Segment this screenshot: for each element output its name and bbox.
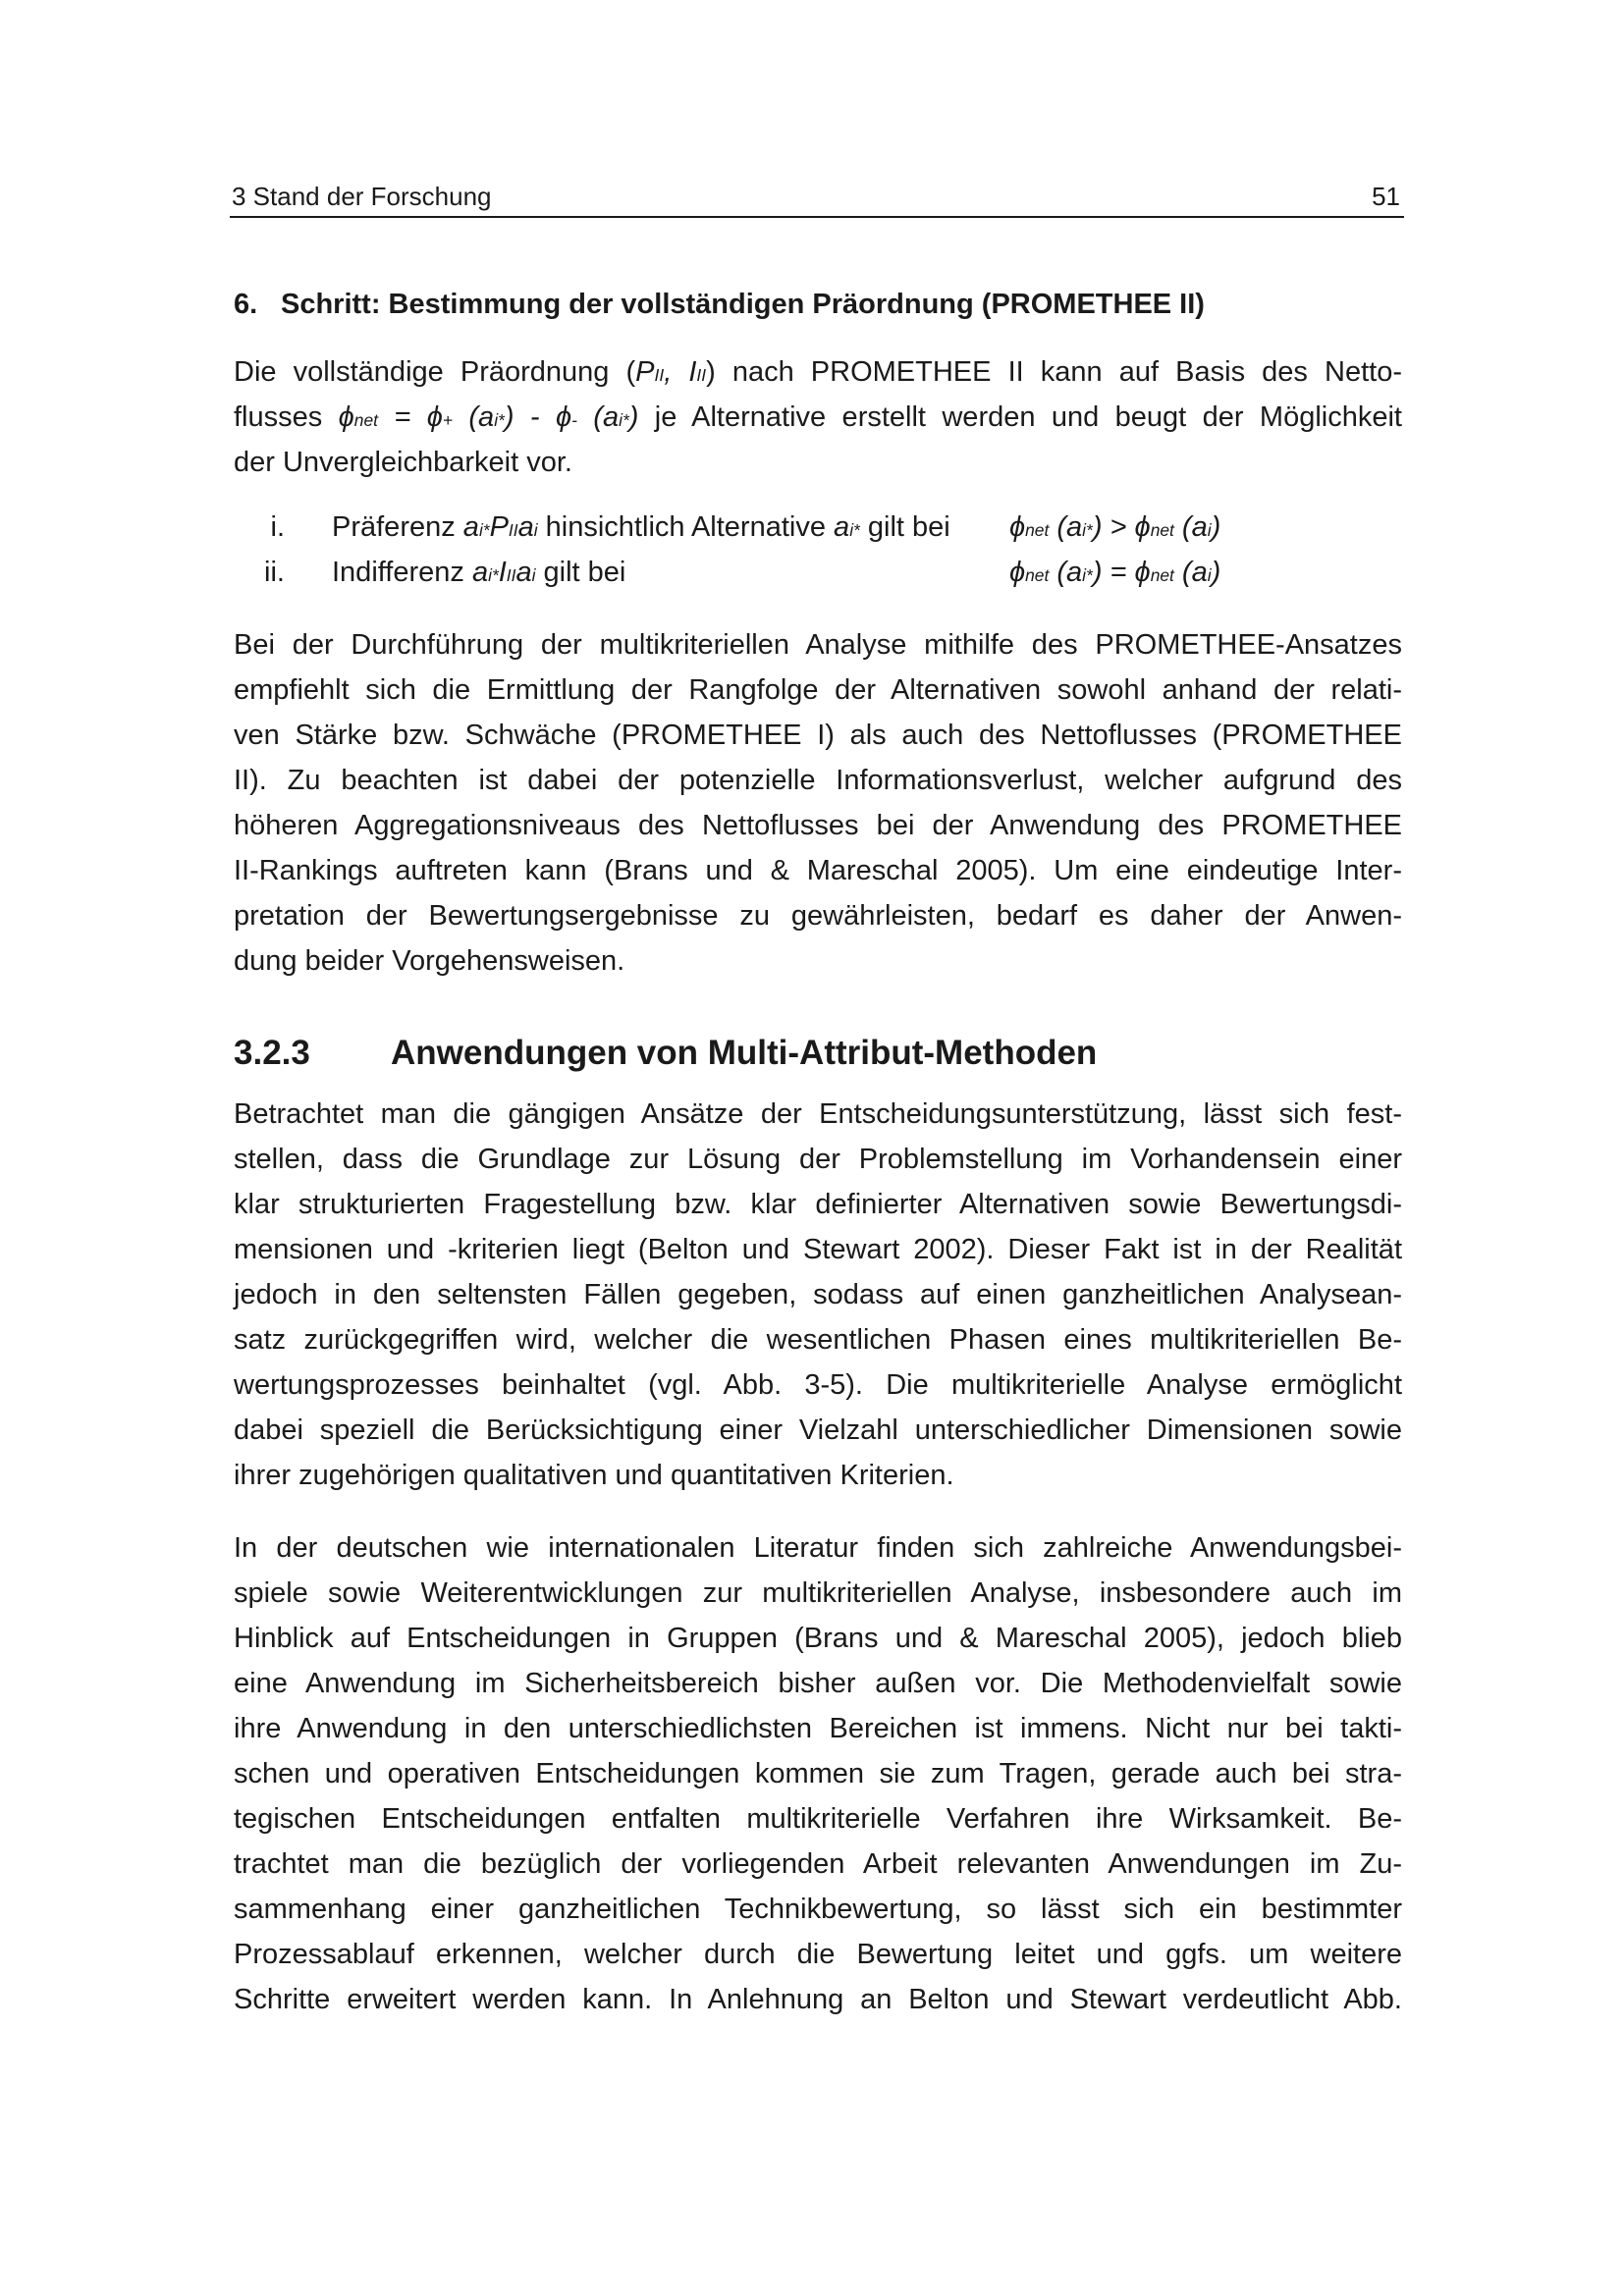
section-number: 3.2.3 [234, 1034, 310, 1072]
formula-symbol: (a [576, 401, 620, 433]
subscript: i* [478, 520, 490, 540]
text-line: sammenhang einer ganzheitlichen Technikbewertung, so lässt sich ein bestimmter [234, 1894, 1402, 1925]
text-run: gilt bei [859, 511, 950, 543]
chapter-title: 3 Stand der Forschung [232, 182, 492, 211]
step-title: Schritt: Bestimmung der vollständigen Präordnung (PROMETHEE II) [281, 289, 1205, 320]
formula-symbol: - [514, 401, 556, 433]
running-header [230, 177, 1404, 218]
formula-symbol: ϕ [1134, 557, 1151, 588]
intro-line [234, 349, 1402, 395]
subscript: i* [619, 410, 629, 430]
subscript: i* [1082, 565, 1093, 585]
superscript: net [353, 410, 378, 430]
formula-symbol: (a [453, 401, 495, 433]
relation-symbol: I [688, 356, 697, 388]
superscript: net [1025, 565, 1050, 585]
spacer [234, 595, 1402, 622]
intro-paragraph [234, 349, 1402, 485]
superscript: II [696, 365, 707, 385]
text-line: mensionen und -kriterien liegt (Belton und Stewart 2002). Dieser Fakt ist in der Realität [234, 1234, 1402, 1265]
superscript: net [1025, 520, 1050, 540]
text-line: stellen, dass die Grundlage zur Lösung der Problemstellung im Vorhandensein einer [234, 1144, 1402, 1175]
text-run: Indifferenz [332, 557, 472, 588]
body-content [234, 283, 1402, 2022]
formula-symbol: ϕ [1009, 511, 1026, 543]
list-numeral: ii. [264, 557, 285, 588]
text-run: flusses [234, 401, 339, 433]
step-heading [234, 283, 1402, 326]
text-line: pretation der Bewertungsergebnisse zu gewährleisten, bedarf es daher der Anwen- [234, 900, 1402, 932]
text-run: je Alternative erstellt werden und beugt der Möglichkeit [638, 401, 1402, 433]
formula-symbol: ϕ [555, 401, 572, 433]
formula-symbol: ) [628, 401, 639, 433]
condition-text [332, 505, 950, 550]
formula-symbol: ϕ [338, 401, 354, 433]
subscript: i [533, 520, 538, 540]
text-line: Schritte erweitert werden kann. In Anlehnung an Belton und Stewart verdeutlicht Abb. [234, 1984, 1402, 2015]
text-line: II-Rankings auftreten kann (Brans und & Mareschal 2005). Um eine eindeutige Inter- [234, 855, 1402, 886]
paragraph-literature [234, 1525, 1402, 2022]
formula-symbol: (a [1049, 511, 1083, 543]
text-run: , [664, 356, 689, 388]
text-run: Präferenz [332, 511, 463, 543]
relation-symbol: I [498, 557, 507, 588]
subscript: i [1207, 520, 1212, 540]
list-numeral: i. [270, 511, 285, 543]
condition-formula [1009, 505, 1220, 550]
formula-symbol: ϕ [1134, 511, 1151, 543]
superscript: - [571, 410, 577, 430]
condition-formula [1009, 550, 1220, 595]
text-line: ihrer zugehörigen qualitativen und quantitativen Kriterien. [234, 1460, 954, 1491]
subscript: i [531, 565, 536, 585]
formula-symbol: ) [1211, 557, 1221, 588]
condition-item [234, 550, 1402, 595]
text-line: eine Anwendung im Sicherheitsbereich bisher außen vor. Die Methodenvielfalt sowie [234, 1668, 1402, 1699]
subscript: i [1207, 565, 1212, 585]
formula-operator: = [1102, 557, 1135, 588]
text-line: ihre Anwendung in den unterschiedlichsten Bereichen ist immens. Nicht nur bei takti- [234, 1713, 1402, 1744]
text-line: ven Stärke bzw. Schwäche (PROMETHEE I) als auch des Nettoflusses (PROMETHEE [234, 720, 1402, 751]
text-line: klar strukturierten Fragestellung bzw. klar definierter Alternativen sowie Bewertungsdi- [234, 1189, 1402, 1220]
text-run: gilt bei [535, 557, 626, 588]
superscript: II [506, 565, 516, 585]
formula-symbol: (a [1173, 511, 1208, 543]
page-number: 51 [1372, 182, 1400, 211]
superscript: net [1150, 565, 1174, 585]
superscript: + [442, 410, 453, 430]
text-line: wertungsprozesses beinhaltet (vgl. Abb. 3-5). Die multikriterielle Analyse ermöglicht [234, 1369, 1402, 1401]
text-line: höheren Aggregationsniveaus des Nettoflusses bei der Anwendung des PROMETHEE [234, 810, 1402, 841]
text-run: hinsichtlich Alternative [537, 511, 835, 543]
subscript: i* [1082, 520, 1093, 540]
condition-text [332, 550, 625, 595]
text-run: ) nach PROMETHEE II kann auf Basis des Netto- [706, 356, 1402, 388]
formula-symbol: ) [504, 401, 514, 433]
subscript: i* [494, 410, 505, 430]
formula-symbol: ) [1092, 557, 1103, 588]
text-run: Die vollständige Präordnung ( [234, 356, 636, 388]
superscript: net [1150, 520, 1174, 540]
formula-operator: > [1102, 511, 1135, 543]
text-line: dabei speziell die Berücksichtigung einer Vielzahl unterschiedlicher Dimensionen sowie [234, 1415, 1402, 1446]
paragraph-promethee-ranking [234, 622, 1402, 984]
text-line: Betrachtet man die gängigen Ansätze der Entscheidungsunterstützung, lässt sich fest- [234, 1098, 1402, 1130]
formula-symbol: a [517, 511, 534, 543]
text-line: Hinblick auf Entscheidungen in Gruppen (Brans und & Mareschal 2005), jedoch blieb [234, 1623, 1402, 1654]
formula-symbol: = ϕ [377, 401, 443, 433]
intro-line [234, 395, 1402, 440]
relation-symbol: P [489, 511, 509, 543]
text-line: tegischen Entscheidungen entfalten multikriterielle Verfahren ihre Wirksamkeit. Be- [234, 1803, 1402, 1835]
text-line: In der deutschen wie internationalen Literatur finden sich zahlreiche Anwendungsbei- [234, 1532, 1402, 1564]
formula-symbol: ) [1211, 511, 1221, 543]
formula-symbol: a [515, 557, 532, 588]
formula-symbol: (a [1049, 557, 1083, 588]
text-line: Bei der Durchführung der multikriteriellen Analyse mithilfe des PROMETHEE-Ansatzes [234, 629, 1402, 661]
text-line: satz zurückgegriffen wird, welcher die wesentlichen Phasen eines multikriteriellen Be- [234, 1324, 1402, 1356]
text-line: dung beider Vorgehensweisen. [234, 945, 625, 977]
superscript: II [654, 365, 665, 385]
section-heading [234, 1029, 1402, 1078]
text-line: jedoch in den seltensten Fällen gegeben, sodass auf einen ganzheitlichen Analysean- [234, 1279, 1402, 1310]
intro-line: der Unvergleichbarkeit vor. [234, 447, 572, 478]
formula-symbol: a [834, 511, 850, 543]
formula-symbol: a [462, 511, 479, 543]
section-title: Anwendungen von Multi-Attribut-Methoden [391, 1034, 1098, 1072]
paragraph-analysis-approach [234, 1092, 1402, 1498]
subscript: i* [488, 565, 499, 585]
text-line: spiele sowie Weiterentwicklungen zur multikriteriellen Analyse, insbesondere auch im [234, 1577, 1402, 1609]
text-line: schen und operativen Entscheidungen kommen sie zum Tragen, gerade auch bei stra- [234, 1758, 1402, 1789]
formula-symbol: a [471, 557, 489, 588]
relation-symbol: P [635, 356, 655, 388]
formula-symbol: ϕ [1009, 557, 1026, 588]
spacer [234, 1498, 1402, 1525]
text-line: II). Zu beachten ist dabei der potenzielle Informationsverlust, welcher aufgrund des [234, 765, 1402, 796]
step-number: 6. [234, 289, 258, 320]
text-line: trachtet man die bezüglich der vorliegenden Arbeit relevanten Anwendungen im Zu- [234, 1848, 1402, 1880]
formula-symbol: ) [1092, 511, 1103, 543]
text-line: Prozessablauf erkennen, welcher durch die Bewertung leitet und ggfs. um weitere [234, 1939, 1402, 1970]
formula-symbol: (a [1173, 557, 1208, 588]
subscript: i* [849, 520, 860, 540]
superscript: II [508, 520, 518, 540]
condition-item [234, 505, 1402, 550]
condition-list [234, 505, 1402, 595]
text-line: empfiehlt sich die Ermittlung der Rangfolge der Alternativen sowohl anhand der relati- [234, 674, 1402, 706]
